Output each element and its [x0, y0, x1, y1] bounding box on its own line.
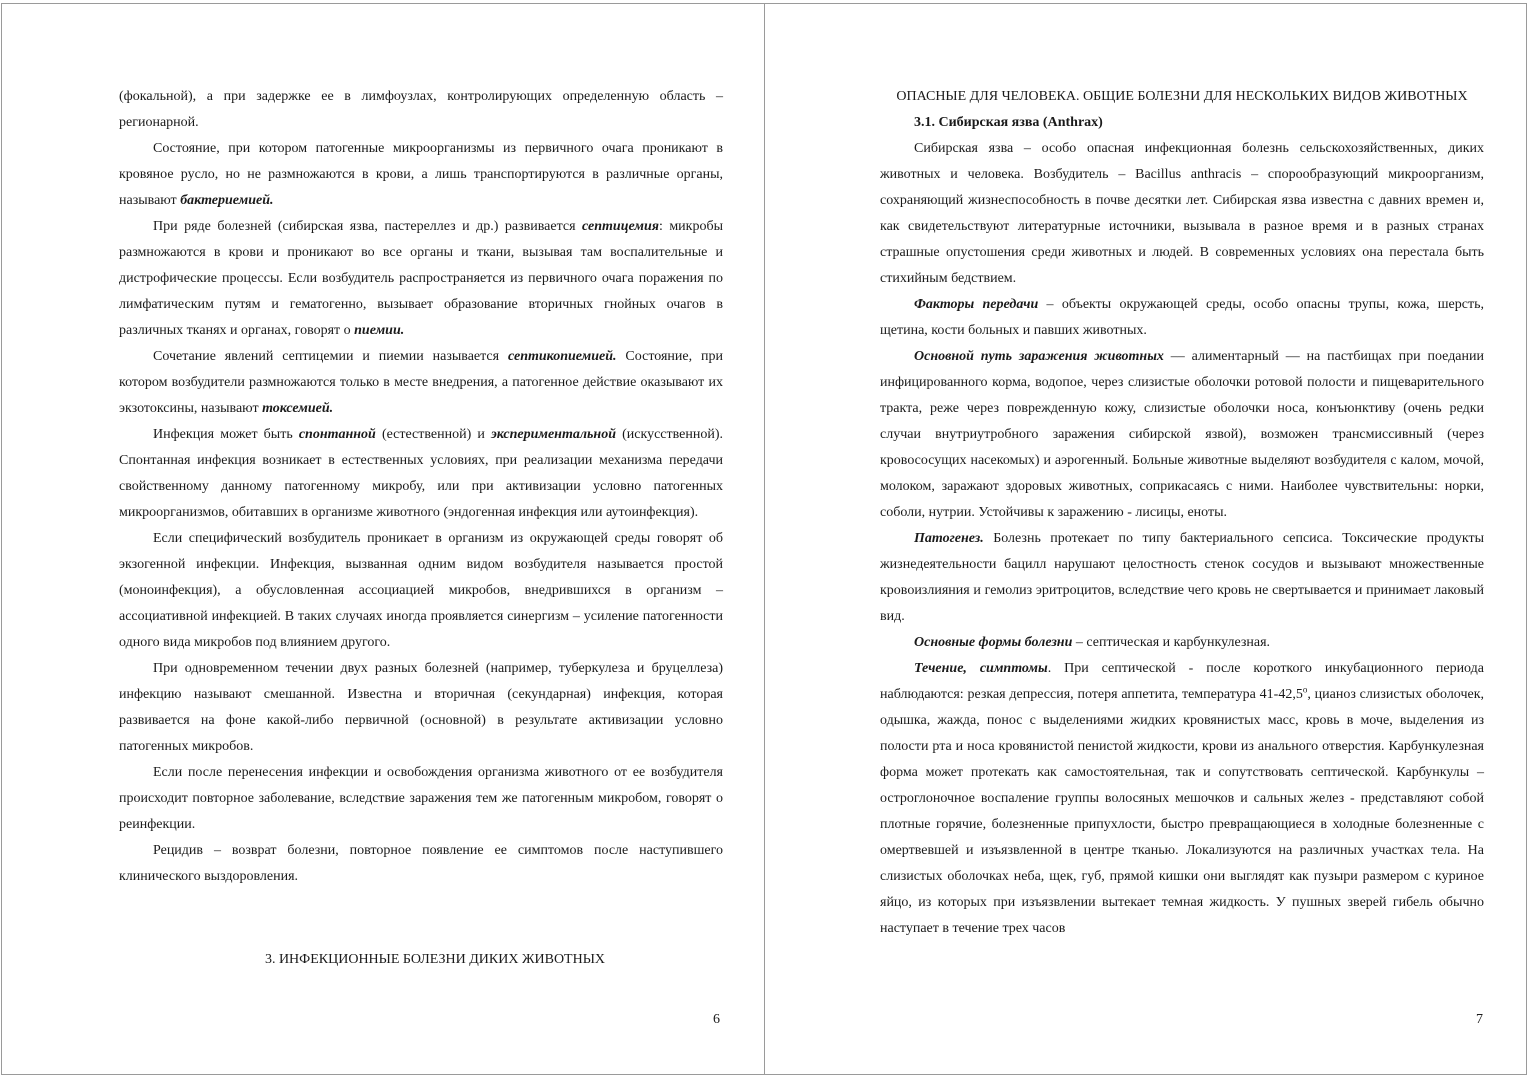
term: пиемии. — [354, 323, 405, 338]
paragraph: Сибирская язва – особо опасная инфекционная болезнь сельскохозяйственных, диких животных и человека. Возбудитель – Bacillus anthracis – спорообразующий микроорганизм, сохраняющий жизнеспособность в почве десятки лет. Сибирская язва известна с давних времен и, как свидетельствуют литературные источники, вызывала в разное время и в разных странах страшные опустошения среди животных и людей. В современных условиях она перестала быть стихийным бедствием. — [880, 141, 1484, 286]
term: Основной путь заражения животных — [914, 349, 1164, 364]
chapter-title: ОПАСНЫЕ ДЛЯ ЧЕЛОВЕКА. ОБЩИЕ БОЛЕЗНИ ДЛЯ НЕСКОЛЬКИХ ВИДОВ ЖИВОТНЫХ — [896, 89, 1468, 104]
term: септицемия — [582, 219, 659, 234]
left-page — [1, 3, 765, 1075]
paragraph: Если после перенесения инфекции и освобождения организма животного от ее возбудителя происходит повторное заболевание, вследствие заражения тем же патогенным микробом, говорят о реинфекции. — [119, 765, 723, 832]
degree-superscript: о — [1302, 684, 1308, 695]
section-heading: 3. ИНФЕКЦИОННЫЕ БОЛЕЗНИ ДИКИХ ЖИВОТНЫХ — [264, 952, 606, 967]
paragraph: При одновременном течении двух разных болезней (например, туберкулеза и бруцеллеза) инфекцию называют смешанной. Известна и вторичная (секундарная) инфекция, которая развивается на фоне какой-либо первичной (основной) в результате активизации условно патогенных микробов. — [119, 661, 723, 754]
paragraph: Факторы передачи – объекты окружающей среды, особо опасны трупы, кожа, шерсть, щетина, кости больных и павших животных. — [880, 297, 1484, 338]
term: токсемией. — [262, 401, 334, 416]
paragraph: Основные формы болезни – септическая и карбункулезная. — [914, 635, 1271, 650]
right-page — [764, 3, 1527, 1075]
paragraph: Состояние, при котором патогенные микроорганизмы из первичного очага проникают в кровяное русло, но не размножаются в крови, а лишь транспортируются в различные органы, называют бактериемией. — [119, 141, 723, 208]
term: Патогенез. — [914, 531, 984, 546]
paragraph: Если специфический возбудитель проникает в организм из окружающей среды говорят об экзогенной инфекции. Инфекция, вызванная одним видом возбудителя называется простой (моноинфекция), а обусловленная ассоциацией микробов, внедрившихся в организм – ассоциативной инфекцией. В таких случаях иногда проявляется синергизм – усиление патогенности одного вида микробов под влиянием другого. — [119, 531, 723, 650]
paragraph: Патогенез. Болезнь протекает по типу бактериального сепсиса. Токсические продукты жизнедеятельности бацилл нарушают целостность стенок сосудов и вызывают множественные кровоизлияния и гемолиз эритроцитов, вследствие чего кровь не свертывается и принимает лаковый вид. — [880, 531, 1484, 624]
term: Течение, симптомы — [914, 661, 1048, 676]
term: экспериментальной — [491, 427, 616, 442]
left-page-body — [119, 84, 723, 890]
paragraph: Течение, симптомы. При септической - после короткого инкубационного периода наблюдаются: резкая депрессия, потеря аппетита, температура $41-42,5^о$, цианоз слизистых оболочек, одышка, жажда, понос с выделениями жидких кровянистых масс, кровь в моче, выделения из полости рта и носа кровянистой пенистой жидкости, крови из анального отверстия. Карбункулезная форма может протекать как самостоятельная, так и сопутствовать септической. Карбункулы – остроглоночное воспаление группы волосяных мешочков и сальных желез - представляют собой плотные горячие, болезненные припухлости, быстро превращающиеся в холодные болезненные с омертвевшей и изъязвленной в центре тканью. Локализуются на различных участках тела. На слизистых оболочках неба, щек, губ, прямой кишки они выглядят как пузыри размером с куриное яйцо, из которых при изъязвлении вытекает темная жидкость. У пушных зверей гибель обычно наступает в течение трех часов — [880, 661, 1485, 936]
page-number: 7 — [1476, 1012, 1483, 1027]
paragraph: Основной путь заражения животных –– алиментарный — на пастбищах при поедании инфицированного корма, водопое, через слизистые оболочки ротовой полости и пищеварительного тракта, реже через поврежденную кожу, слизистые оболочки носа, конъюнктиву (очень редки случаи внутриутробного заражения сибирской язвой), возможен трансмиссивный (через кровососущих насекомых) и аэрогенный. Больные животные выделяют возбудителя с калом, мочой, молоком, заражают здоровых животных, соприкасаясь с ними. Наиболее чувствительны: норки, соболи, нутрии. Устойчивы к заражению - лисицы, еноты. — [880, 349, 1485, 520]
right-page-body — [880, 84, 1484, 942]
paragraph: Рецидив – возврат болезни, повторное появление ее симптомов после наступившего клинического выздоровления. — [119, 843, 723, 884]
paragraph: Инфекция может быть спонтанной (естественной) и экспериментальной (искусственной). Спонтанная инфекция возникает в естественных условиях, при реализации механизма передачи свойственному данному патогенному микробу, или при активизации условно патогенных микроорганизмов, обитавших в организме животного (эндогенная инфекция или аутоинфекция). — [119, 427, 723, 520]
paragraph: (фокальной), а при задержке ее в лимфоузлах, контролирующих определенную область – регионарной. — [119, 89, 723, 130]
term: спонтанной — [298, 427, 376, 442]
paragraph: При ряде болезней (сибирская язва, пастереллез и др.) развивается септицемия: микробы размножаются в крови и проникают во все органы и ткани, вызывая там воспалительные и дистрофические процессы. Если возбудитель распространяется из первичного очага поражения по лимфатическим путям и гематогенно, вызывает образование вторичных гнойных очагов в различных тканях и органах, говорят о пиемии. — [119, 219, 723, 338]
page-number: 6 — [713, 1012, 720, 1027]
term: бактериемией. — [180, 193, 274, 208]
paragraph: Сочетание явлений септицемии и пиемии называется септикопиемией. Состояние, при котором возбудители размножаются только в месте внедрения, а патогенное действие оказывают их экзотоксины, называют токсемией. — [119, 349, 723, 416]
term: Факторы передачи — [914, 297, 1039, 312]
term: септикопиемией. — [507, 349, 617, 364]
term: Основные формы болезни — [914, 635, 1073, 650]
subheading: 3.1. Сибирская язва (Anthrax) — [914, 115, 1103, 130]
